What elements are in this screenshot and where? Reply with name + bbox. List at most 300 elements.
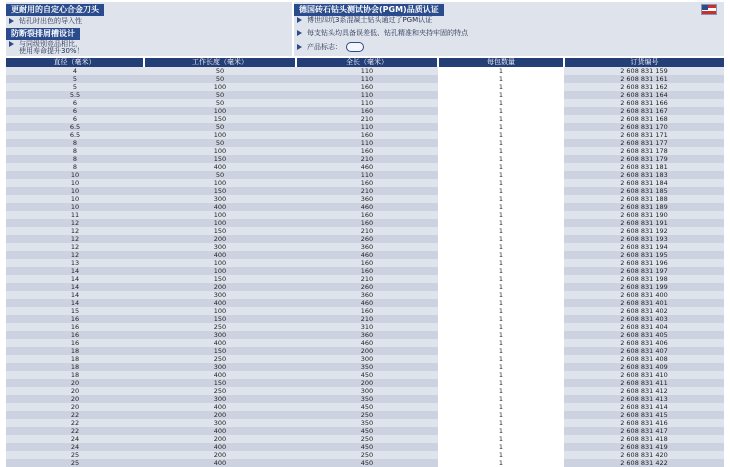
cell-working-length: 100 [144, 211, 296, 219]
table-row [6, 315, 724, 323]
cell-pack-quantity: 1 [438, 275, 564, 283]
cell-diameter: 13 [6, 259, 144, 267]
cell-order-number: 2 608 831 161 [564, 75, 724, 83]
cell-total-length: 310 [296, 323, 438, 331]
cell-working-length: 150 [144, 155, 296, 163]
table-row [6, 83, 724, 91]
table-row [6, 403, 724, 411]
table-row [6, 203, 724, 211]
cell-diameter: 8 [6, 155, 144, 163]
cell-order-number: 2 608 831 406 [564, 339, 724, 347]
table-row [6, 363, 724, 371]
cell-working-length: 200 [144, 235, 296, 243]
cell-diameter: 4 [6, 67, 144, 75]
table-row [6, 211, 724, 219]
cell-working-length: 100 [144, 219, 296, 227]
cell-working-length: 100 [144, 83, 296, 91]
cell-working-length: 400 [144, 203, 296, 211]
cell-working-length: 300 [144, 291, 296, 299]
cell-order-number: 2 608 831 414 [564, 403, 724, 411]
table-row [6, 435, 724, 443]
header-total-length: 全长（毫米） [296, 58, 438, 67]
cell-diameter: 16 [6, 331, 144, 339]
table-row [6, 259, 724, 267]
cell-diameter: 16 [6, 339, 144, 347]
cell-working-length: 400 [144, 427, 296, 435]
cell-working-length: 300 [144, 331, 296, 339]
cell-pack-quantity: 1 [438, 339, 564, 347]
table-row [6, 75, 724, 83]
cell-total-length: 350 [296, 419, 438, 427]
cell-total-length: 360 [296, 331, 438, 339]
table-body [6, 67, 724, 467]
cell-total-length: 460 [296, 251, 438, 259]
cell-working-length: 250 [144, 323, 296, 331]
cell-pack-quantity: 1 [438, 403, 564, 411]
cell-order-number: 2 608 831 422 [564, 459, 724, 467]
table-row [6, 275, 724, 283]
cell-total-length: 460 [296, 299, 438, 307]
cell-diameter: 14 [6, 267, 144, 275]
cell-working-length: 400 [144, 251, 296, 259]
cell-diameter: 12 [6, 251, 144, 259]
table-row [6, 339, 724, 347]
cell-order-number: 2 608 831 413 [564, 395, 724, 403]
cell-order-number: 2 608 831 171 [564, 131, 724, 139]
cell-total-length: 110 [296, 99, 438, 107]
cell-order-number: 2 608 831 193 [564, 235, 724, 243]
cell-diameter: 25 [6, 451, 144, 459]
cell-pack-quantity: 1 [438, 379, 564, 387]
cell-order-number: 2 608 831 417 [564, 427, 724, 435]
cell-pack-quantity: 1 [438, 123, 564, 131]
cell-pack-quantity: 1 [438, 187, 564, 195]
cell-working-length: 50 [144, 99, 296, 107]
cell-order-number: 2 608 831 178 [564, 147, 724, 155]
cell-total-length: 300 [296, 387, 438, 395]
table-row [6, 179, 724, 187]
cell-order-number: 2 608 831 402 [564, 307, 724, 315]
cell-order-number: 2 608 831 410 [564, 371, 724, 379]
cell-diameter: 18 [6, 371, 144, 379]
cell-total-length: 450 [296, 371, 438, 379]
cell-diameter: 14 [6, 275, 144, 283]
cell-order-number: 2 608 831 199 [564, 283, 724, 291]
cell-total-length: 350 [296, 395, 438, 403]
table-row [6, 107, 724, 115]
cell-diameter: 8 [6, 147, 144, 155]
cell-diameter: 12 [6, 235, 144, 243]
cell-pack-quantity: 1 [438, 387, 564, 395]
certification-bullet-text: 产品标志： [307, 43, 342, 51]
cell-working-length: 200 [144, 411, 296, 419]
cell-working-length: 300 [144, 363, 296, 371]
cell-pack-quantity: 1 [438, 331, 564, 339]
cell-order-number: 2 608 831 189 [564, 203, 724, 211]
table-row [6, 395, 724, 403]
certification-bullet-text: 博世四坑3系混凝土钻头通过了PGM认证 [307, 16, 433, 24]
table-row [6, 411, 724, 419]
cell-working-length: 50 [144, 67, 296, 75]
bullet-arrow-icon [9, 18, 14, 24]
cell-total-length: 460 [296, 203, 438, 211]
cell-diameter: 5 [6, 75, 144, 83]
cell-order-number: 2 608 831 183 [564, 171, 724, 179]
cell-pack-quantity: 1 [438, 371, 564, 379]
cell-pack-quantity: 1 [438, 131, 564, 139]
cell-total-length: 250 [296, 451, 438, 459]
table-row [6, 459, 724, 467]
cell-order-number: 2 608 831 164 [564, 91, 724, 99]
cell-diameter: 24 [6, 435, 144, 443]
cell-diameter: 6 [6, 115, 144, 123]
product-info-banner [6, 2, 724, 56]
cell-pack-quantity: 1 [438, 451, 564, 459]
cell-total-length: 450 [296, 459, 438, 467]
cell-total-length: 110 [296, 75, 438, 83]
cell-working-length: 150 [144, 115, 296, 123]
cell-order-number: 2 608 831 400 [564, 291, 724, 299]
cell-working-length: 400 [144, 443, 296, 451]
cell-total-length: 210 [296, 315, 438, 323]
cell-diameter: 10 [6, 179, 144, 187]
cell-working-length: 400 [144, 299, 296, 307]
cell-diameter: 18 [6, 347, 144, 355]
cell-order-number: 2 608 831 403 [564, 315, 724, 323]
cell-total-length: 360 [296, 243, 438, 251]
cell-order-number: 2 608 831 168 [564, 115, 724, 123]
table-row [6, 371, 724, 379]
cell-order-number: 2 608 831 195 [564, 251, 724, 259]
cell-diameter: 14 [6, 283, 144, 291]
table-row [6, 307, 724, 315]
cell-pack-quantity: 1 [438, 307, 564, 315]
table-row [6, 115, 724, 123]
cell-total-length: 360 [296, 195, 438, 203]
certification-bullet-precision [297, 29, 468, 38]
cell-working-length: 400 [144, 339, 296, 347]
cell-total-length: 460 [296, 339, 438, 347]
cell-working-length: 200 [144, 283, 296, 291]
cell-working-length: 150 [144, 347, 296, 355]
table-row [6, 219, 724, 227]
cell-total-length: 210 [296, 275, 438, 283]
cell-order-number: 2 608 831 418 [564, 435, 724, 443]
cell-diameter: 11 [6, 211, 144, 219]
cell-diameter: 10 [6, 187, 144, 195]
cell-total-length: 160 [296, 259, 438, 267]
cell-pack-quantity: 1 [438, 219, 564, 227]
header-diameter: 直径（毫米） [6, 58, 144, 67]
cell-total-length: 300 [296, 355, 438, 363]
cell-order-number: 2 608 831 197 [564, 267, 724, 275]
cell-total-length: 160 [296, 267, 438, 275]
table-row [6, 331, 724, 339]
cell-order-number: 2 608 831 167 [564, 107, 724, 115]
cell-working-length: 400 [144, 371, 296, 379]
cell-pack-quantity: 1 [438, 139, 564, 147]
cell-diameter: 15 [6, 307, 144, 315]
cell-order-number: 2 608 831 190 [564, 211, 724, 219]
table-row [6, 379, 724, 387]
cell-diameter: 20 [6, 403, 144, 411]
cell-pack-quantity: 1 [438, 67, 564, 75]
cell-diameter: 18 [6, 355, 144, 363]
table-row [6, 227, 724, 235]
german-flag-icon [701, 4, 717, 15]
cell-total-length: 260 [296, 283, 438, 291]
cell-working-length: 150 [144, 315, 296, 323]
cell-order-number: 2 608 831 420 [564, 451, 724, 459]
cell-pack-quantity: 1 [438, 147, 564, 155]
cell-total-length: 160 [296, 147, 438, 155]
cell-pack-quantity: 1 [438, 203, 564, 211]
cell-pack-quantity: 1 [438, 395, 564, 403]
cell-pack-quantity: 1 [438, 459, 564, 467]
cell-total-length: 200 [296, 347, 438, 355]
cell-order-number: 2 608 831 170 [564, 123, 724, 131]
cell-working-length: 50 [144, 75, 296, 83]
feature-bullet-text: 钻孔时出色的导入性 [19, 17, 82, 25]
cell-order-number: 2 608 831 416 [564, 419, 724, 427]
table-row [6, 299, 724, 307]
table-row [6, 347, 724, 355]
cell-working-length: 100 [144, 259, 296, 267]
cell-diameter: 16 [6, 323, 144, 331]
cell-total-length: 360 [296, 291, 438, 299]
bullet-arrow-icon [297, 30, 302, 36]
cell-pack-quantity: 1 [438, 419, 564, 427]
cell-total-length: 450 [296, 427, 438, 435]
table-row [6, 171, 724, 179]
cell-total-length: 110 [296, 139, 438, 147]
cell-diameter: 20 [6, 395, 144, 403]
feature-bullet-text: 与同级别竞品相比， [19, 40, 82, 48]
cell-diameter: 8 [6, 139, 144, 147]
feature-bullet-lifetime-continued: 使用寿命提升30%！ [19, 47, 84, 55]
cell-total-length: 160 [296, 83, 438, 91]
cell-order-number: 2 608 831 407 [564, 347, 724, 355]
cell-diameter: 12 [6, 219, 144, 227]
cell-working-length: 150 [144, 379, 296, 387]
cell-working-length: 100 [144, 179, 296, 187]
cell-pack-quantity: 1 [438, 411, 564, 419]
cell-diameter: 24 [6, 443, 144, 451]
table-row [6, 163, 724, 171]
table-row [6, 283, 724, 291]
features-panel [6, 2, 292, 56]
cell-pack-quantity: 1 [438, 363, 564, 371]
table-row [6, 139, 724, 147]
cell-order-number: 2 608 831 166 [564, 99, 724, 107]
cell-diameter: 5 [6, 83, 144, 91]
cell-diameter: 14 [6, 299, 144, 307]
cell-diameter: 22 [6, 419, 144, 427]
cell-working-length: 300 [144, 195, 296, 203]
cell-total-length: 110 [296, 91, 438, 99]
cell-pack-quantity: 1 [438, 195, 564, 203]
table-row [6, 155, 724, 163]
cell-diameter: 5.5 [6, 91, 144, 99]
cell-order-number: 2 608 831 412 [564, 387, 724, 395]
table-row [6, 187, 724, 195]
cell-total-length: 210 [296, 227, 438, 235]
cell-diameter: 20 [6, 387, 144, 395]
cell-working-length: 150 [144, 187, 296, 195]
cell-total-length: 200 [296, 379, 438, 387]
cell-total-length: 210 [296, 115, 438, 123]
cell-total-length: 210 [296, 187, 438, 195]
cell-diameter: 6.5 [6, 123, 144, 131]
table-row [6, 123, 724, 131]
cell-working-length: 50 [144, 139, 296, 147]
cell-order-number: 2 608 831 196 [564, 259, 724, 267]
table-row [6, 235, 724, 243]
cell-working-length: 150 [144, 275, 296, 283]
cell-pack-quantity: 1 [438, 347, 564, 355]
cell-pack-quantity: 1 [438, 299, 564, 307]
cell-order-number: 2 608 831 188 [564, 195, 724, 203]
cell-order-number: 2 608 831 419 [564, 443, 724, 451]
feature-heading-carbide-tip: 更耐用的自定心合金刀头 [6, 4, 104, 16]
cell-pack-quantity: 1 [438, 115, 564, 123]
cell-order-number: 2 608 831 162 [564, 83, 724, 91]
cell-order-number: 2 608 831 404 [564, 323, 724, 331]
cell-pack-quantity: 1 [438, 283, 564, 291]
cell-order-number: 2 608 831 411 [564, 379, 724, 387]
cell-order-number: 2 608 831 194 [564, 243, 724, 251]
cell-diameter: 14 [6, 291, 144, 299]
cell-pack-quantity: 1 [438, 243, 564, 251]
cell-working-length: 200 [144, 451, 296, 459]
cell-pack-quantity: 1 [438, 83, 564, 91]
table-row [6, 195, 724, 203]
cell-total-length: 250 [296, 435, 438, 443]
cell-pack-quantity: 1 [438, 235, 564, 243]
table-row [6, 251, 724, 259]
certification-bullet-text: 每支钻头均具备误差低、钻孔精准和夹持牢固的特点 [307, 29, 468, 37]
cell-pack-quantity: 1 [438, 163, 564, 171]
cell-total-length: 260 [296, 235, 438, 243]
cell-working-length: 250 [144, 355, 296, 363]
cell-total-length: 160 [296, 219, 438, 227]
header-pack-quantity: 每包数量 [438, 58, 564, 67]
cell-working-length: 50 [144, 91, 296, 99]
bullet-arrow-icon [297, 44, 302, 50]
cell-total-length: 450 [296, 403, 438, 411]
cell-order-number: 2 608 831 409 [564, 363, 724, 371]
table-row [6, 419, 724, 427]
cell-total-length: 210 [296, 155, 438, 163]
cell-working-length: 50 [144, 123, 296, 131]
bullet-arrow-icon [9, 41, 14, 47]
certification-bullet-pgm [297, 16, 432, 25]
bullet-arrow-icon [297, 17, 302, 23]
cell-order-number: 2 608 831 191 [564, 219, 724, 227]
drill-spec-table [6, 58, 724, 467]
cell-pack-quantity: 1 [438, 323, 564, 331]
certification-panel [294, 2, 724, 56]
cell-pack-quantity: 1 [438, 291, 564, 299]
cell-total-length: 250 [296, 411, 438, 419]
cell-working-length: 400 [144, 459, 296, 467]
cell-order-number: 2 608 831 177 [564, 139, 724, 147]
table-row [6, 91, 724, 99]
table-row [6, 427, 724, 435]
table-row [6, 323, 724, 331]
cell-total-length: 110 [296, 123, 438, 131]
table-row [6, 355, 724, 363]
cell-diameter: 6.5 [6, 131, 144, 139]
cell-working-length: 300 [144, 395, 296, 403]
cell-pack-quantity: 1 [438, 435, 564, 443]
feature-heading-flute: 防断裂排屑槽设计 [6, 28, 80, 40]
cell-order-number: 2 608 831 159 [564, 67, 724, 75]
cell-order-number: 2 608 831 405 [564, 331, 724, 339]
cell-diameter: 10 [6, 171, 144, 179]
cell-total-length: 160 [296, 307, 438, 315]
table-row [6, 387, 724, 395]
table-header-row [6, 58, 724, 67]
table-row [6, 131, 724, 139]
header-order-number: 订货编号 [564, 58, 724, 67]
cell-pack-quantity: 1 [438, 179, 564, 187]
cell-diameter: 22 [6, 427, 144, 435]
cell-pack-quantity: 1 [438, 107, 564, 115]
cell-total-length: 450 [296, 443, 438, 451]
cell-diameter: 10 [6, 195, 144, 203]
cell-working-length: 400 [144, 403, 296, 411]
cell-diameter: 18 [6, 363, 144, 371]
cell-working-length: 200 [144, 435, 296, 443]
cell-pack-quantity: 1 [438, 315, 564, 323]
cell-total-length: 160 [296, 179, 438, 187]
cell-working-length: 300 [144, 419, 296, 427]
cell-order-number: 2 608 831 179 [564, 155, 724, 163]
cell-diameter: 16 [6, 315, 144, 323]
cell-total-length: 460 [296, 163, 438, 171]
cell-working-length: 100 [144, 107, 296, 115]
cell-pack-quantity: 1 [438, 251, 564, 259]
cell-order-number: 2 608 831 181 [564, 163, 724, 171]
certification-bullet-mark [297, 42, 364, 52]
cell-pack-quantity: 1 [438, 355, 564, 363]
cell-pack-quantity: 1 [438, 75, 564, 83]
table-row [6, 147, 724, 155]
cell-working-length: 100 [144, 131, 296, 139]
certification-heading: 德国砖石钻头测试协会(PGM)品质认证 [294, 4, 444, 16]
table-row [6, 267, 724, 275]
cell-working-length: 100 [144, 307, 296, 315]
table-row [6, 451, 724, 459]
cell-working-length: 100 [144, 147, 296, 155]
table-row [6, 99, 724, 107]
cell-order-number: 2 608 831 408 [564, 355, 724, 363]
cell-total-length: 160 [296, 211, 438, 219]
table-row [6, 67, 724, 75]
table-row [6, 243, 724, 251]
cell-diameter: 12 [6, 227, 144, 235]
table-row [6, 291, 724, 299]
cell-diameter: 8 [6, 163, 144, 171]
cell-total-length: 110 [296, 67, 438, 75]
cell-working-length: 400 [144, 163, 296, 171]
cell-pack-quantity: 1 [438, 211, 564, 219]
cell-order-number: 2 608 831 192 [564, 227, 724, 235]
cell-diameter: 6 [6, 107, 144, 115]
cell-pack-quantity: 1 [438, 427, 564, 435]
cell-diameter: 6 [6, 99, 144, 107]
